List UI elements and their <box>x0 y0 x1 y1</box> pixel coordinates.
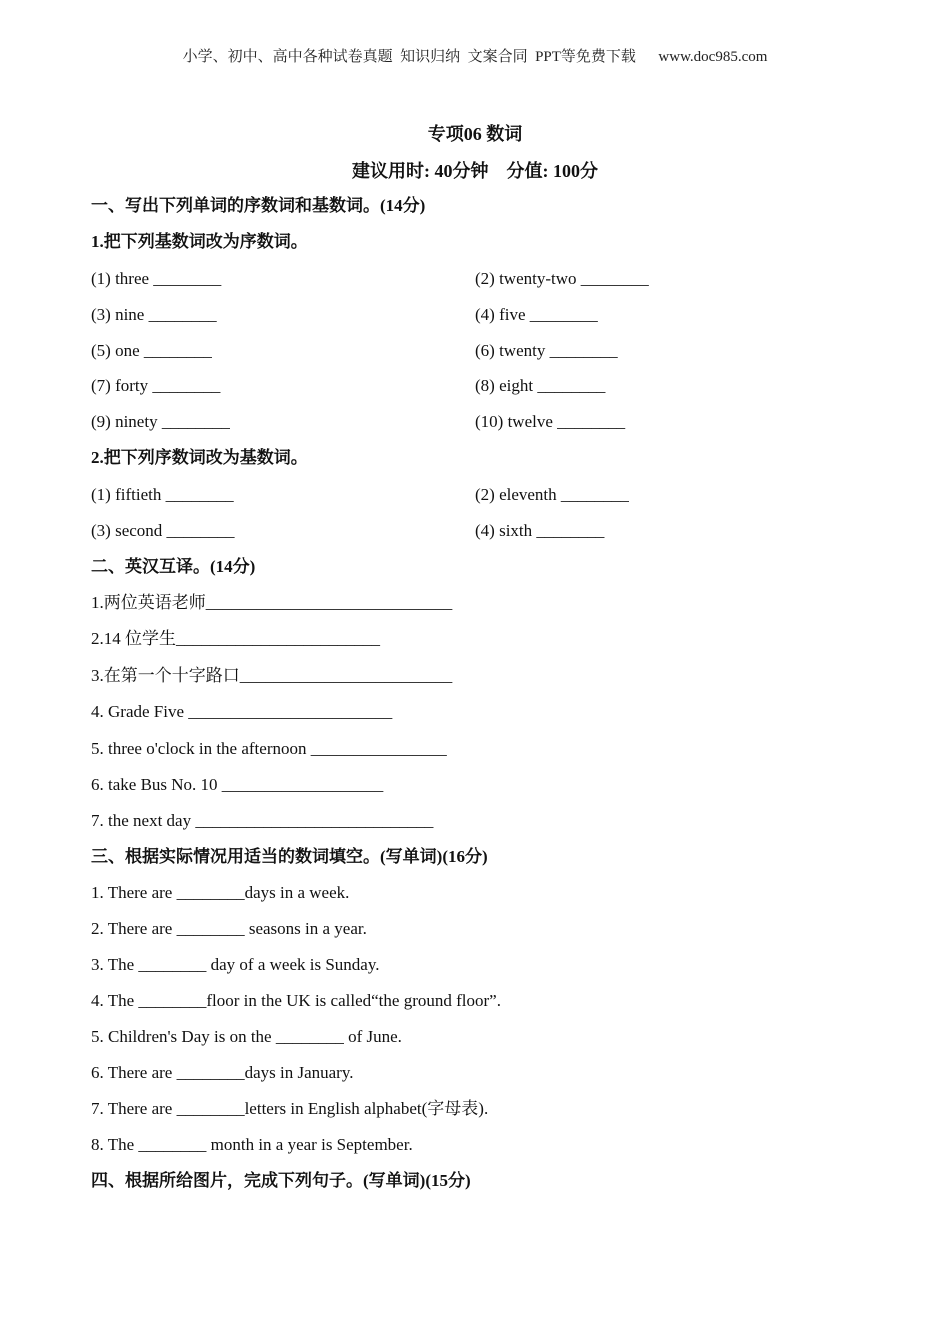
section-4-heading: 四、根据所给图片，完成下列句子。(写单词)(15分) <box>91 1171 471 1190</box>
question-item: (3) nine ________ <box>91 305 217 324</box>
translation-item: 7. the next day ____________________________ <box>91 811 434 830</box>
question-item: (10) twelve ________ <box>475 412 626 431</box>
fill-blank-item: 7. There are ________letters in English alphabet(字母表). <box>91 1099 489 1118</box>
fill-blank-item: 5. Children's Day is on the ________ of June. <box>91 1027 402 1046</box>
fill-blank-item: 8. The ________ month in a year is September. <box>91 1135 413 1154</box>
translation-item: 3.在第一个十字路口_________________________ <box>91 666 453 685</box>
time-score-info: 建议用时: 40分钟 分值: 100分 <box>352 161 598 181</box>
question-item: (7) forty ________ <box>91 376 221 395</box>
question-item: (3) second ________ <box>91 521 235 540</box>
fill-blank-item: 1. There are ________days in a week. <box>91 883 350 902</box>
page-header-banner: 小学、初中、高中各种试卷真题 知识归纳 文案合同 PPT等免费下载 www.doc985.com <box>182 49 768 65</box>
fill-blank-item: 6. There are ________days in January. <box>91 1063 354 1082</box>
question-item: (6) twenty ________ <box>475 341 618 360</box>
question-item: (8) eight ________ <box>475 376 606 395</box>
question-item: (2) eleventh ________ <box>475 485 629 504</box>
page-title: 专项06 数词 <box>427 124 523 144</box>
question-item: (4) five ________ <box>475 305 598 324</box>
part-2-heading: 2.把下列序数词改为基数词。 <box>91 448 308 467</box>
translation-item: 1.两位英语老师_____________________________ <box>91 593 453 612</box>
fill-blank-item: 4. The ________floor in the UK is called“the ground floor”. <box>91 991 501 1010</box>
translation-item: 5. three o'clock in the afternoon ________________ <box>91 739 447 758</box>
question-item: (2) twenty-two ________ <box>475 269 649 288</box>
translation-item: 2.14 位学生________________________ <box>91 629 380 648</box>
question-item: (4) sixth ________ <box>475 521 605 540</box>
question-item: (1) fiftieth ________ <box>91 485 234 504</box>
part-1-heading: 1.把下列基数词改为序数词。 <box>91 232 308 251</box>
question-item: (1) three ________ <box>91 269 222 288</box>
translation-item: 4. Grade Five ________________________ <box>91 702 393 721</box>
section-2-heading: 二、英汉互译。(14分) <box>91 557 256 576</box>
fill-blank-item: 3. The ________ day of a week is Sunday. <box>91 955 380 974</box>
question-item: (9) ninety ________ <box>91 412 230 431</box>
section-3-heading: 三、根据实际情况用适当的数词填空。(写单词)(16分) <box>91 847 488 866</box>
question-item: (5) one ________ <box>91 341 212 360</box>
translation-item: 6. take Bus No. 10 ___________________ <box>91 775 384 794</box>
fill-blank-item: 2. There are ________ seasons in a year. <box>91 919 367 938</box>
section-1-heading: 一、写出下列单词的序数词和基数词。(14分) <box>91 196 426 215</box>
